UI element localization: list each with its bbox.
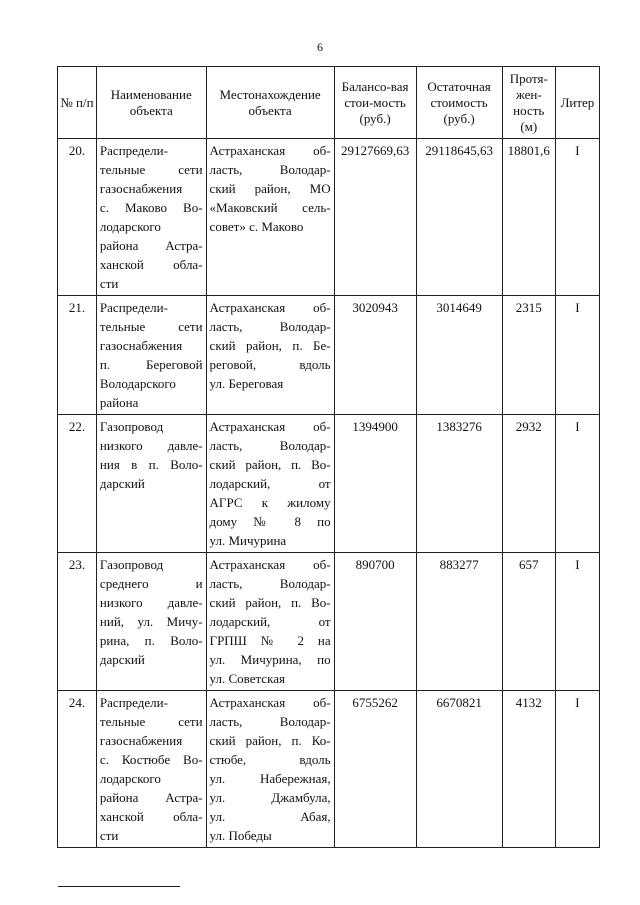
liter-value: I [555,139,599,296]
object-name-line: ханской обла- [99,257,203,272]
row-number: 24. [58,691,97,848]
object-location-line: ул. Советская [209,671,285,686]
object-location-line: АГРС к жилому [209,495,331,510]
objects-table [57,66,600,848]
object-name-line: сти [99,828,119,843]
balance-value: 890700 [334,553,416,691]
object-location-line: ул. Мичурина [209,533,287,548]
length-value: 4132 [502,691,555,848]
object-location-line: ул. Береговая [209,376,284,391]
object-location-line: Астраханская об- [209,695,331,710]
object-location [206,415,334,553]
liter-value: I [555,691,599,848]
object-location-line: ул. Мичурина, по [209,652,331,667]
table-header-row [58,67,600,139]
object-location-line: лодарский, от [209,476,331,491]
object-name-line: газоснабжения [99,733,183,748]
object-location-line: ласть, Володар- [209,319,331,334]
object-name-line: Распредели- [99,300,168,315]
object-name-line: ханской обла- [99,809,203,824]
object-location-line: ласть, Володар- [209,576,331,591]
row-number: 22. [58,415,97,553]
object-name [96,691,206,848]
object-location-line: стюбе, вдоль [209,752,331,767]
residual-value: 6670821 [416,691,502,848]
row-number: 20. [58,139,97,296]
object-name-line: лодарского [99,771,161,786]
object-name-line: п. Береговой [99,357,203,372]
residual-value: 29118645,63 [416,139,502,296]
object-location-line: ласть, Володар- [209,714,331,729]
object-name [96,296,206,415]
table-body [58,139,600,848]
object-name-line: среднего и [99,576,203,591]
balance-value: 3020943 [334,296,416,415]
residual-value: 883277 [416,553,502,691]
object-location-line: ский район, МО [209,181,331,196]
object-name-line: рина, п. Воло- [99,633,203,648]
object-location-line: лодарский, от [209,614,331,629]
length-value: 2932 [502,415,555,553]
residual-value: 1383276 [416,415,502,553]
object-name-line: района Астра- [99,238,203,253]
header-name: Наименование объекта [96,67,206,139]
header-liter: Литер [555,67,599,139]
liter-value: I [555,553,599,691]
balance-value: 1394900 [334,415,416,553]
liter-value: I [555,296,599,415]
object-location-line: Астраханская об- [209,300,331,315]
object-location-line: ский район, п. Во- [209,457,331,472]
object-name-line: тельные сети [99,162,203,177]
object-location [206,296,334,415]
object-location-line: ул. Набережная, [209,771,331,786]
object-location-line: совет» с. Маково [209,219,304,234]
object-name-line: газоснабжения [99,338,183,353]
page-number: 6 [317,40,323,54]
object-location [206,139,334,296]
row-number: 23. [58,553,97,691]
object-location-line: ул. Абая, [209,809,331,824]
object-location-line: дому № 8 по [209,514,331,529]
object-location-line: ский район, п. Во- [209,595,331,610]
object-location-line: ский район, п. Ко- [209,733,331,748]
object-name-line: тельные сети [99,714,203,729]
header-num: № п/п [58,67,97,139]
object-location-line: Астраханская об- [209,143,331,158]
object-name-line: дарский [99,476,145,491]
object-name-line: Распредели- [99,695,168,710]
object-name-line: Распредели- [99,143,168,158]
object-location-line: реговой, вдоль [209,357,331,372]
object-location-line: ласть, Володар- [209,162,331,177]
object-location-line: Астраханская об- [209,419,331,434]
object-name [96,139,206,296]
object-location-line: ласть, Володар- [209,438,331,453]
object-name-line: тельные сети [99,319,203,334]
residual-value: 3014649 [416,296,502,415]
length-value: 18801,6 [502,139,555,296]
table-row [58,553,600,691]
table-row [58,691,600,848]
object-location-line: ГРПШ № 2 на [209,633,331,648]
object-name-line: ния в п. Воло- [99,457,203,472]
length-value: 657 [502,553,555,691]
object-name-line: Володарского [99,376,176,391]
object-name-line: лодарского [99,219,161,234]
table-row [58,139,600,296]
footnote-divider [58,886,180,887]
object-location-line: ский район, п. Бе- [209,338,331,353]
object-name-line: ний, ул. Мичу- [99,614,203,629]
object-name [96,415,206,553]
object-name-line: низкого давле- [99,595,203,610]
header-balance: Балансо-вая стои-мость (руб.) [334,67,416,139]
object-name-line: низкого давле- [99,438,203,453]
object-name-line: с. Костюбе Во- [99,752,203,767]
table-row [58,415,600,553]
object-name [96,553,206,691]
balance-value: 29127669,63 [334,139,416,296]
liter-value: I [555,415,599,553]
object-name-line: дарский [99,652,145,667]
header-length: Протя-жен-ность (м) [502,67,555,139]
object-location-line: ул. Победы [209,828,272,843]
object-location-line: Астраханская об- [209,557,331,572]
object-location-line: «Маковский сель- [209,200,331,215]
object-name-line: с. Маково Во- [99,200,203,215]
object-name-line: Газопровод [99,557,164,572]
object-location [206,691,334,848]
object-location [206,553,334,691]
object-name-line: сти [99,276,119,291]
header-location: Местонахождение объекта [206,67,334,139]
object-name-line: района Астра- [99,790,203,805]
object-location-line: ул. Джамбула, [209,790,331,805]
length-value: 2315 [502,296,555,415]
table-row [58,296,600,415]
row-number: 21. [58,296,97,415]
object-name-line: района [99,395,139,410]
object-name-line: газоснабжения [99,181,183,196]
object-name-line: Газопровод [99,419,164,434]
balance-value: 6755262 [334,691,416,848]
header-residual: Остаточная стоимость (руб.) [416,67,502,139]
